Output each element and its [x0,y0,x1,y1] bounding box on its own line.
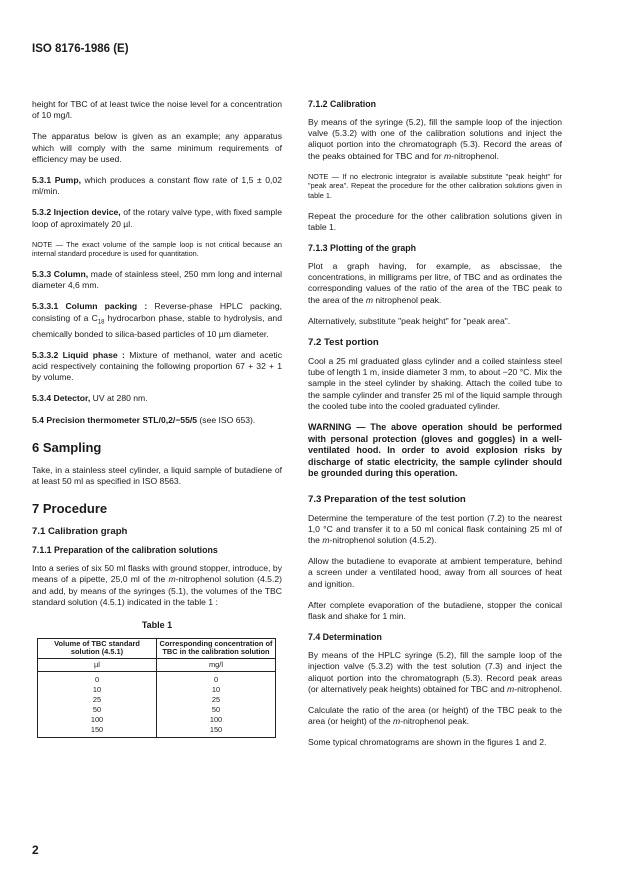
unit-cell: mg/l [157,658,276,671]
table-row [38,695,276,705]
italic-text: m [444,150,452,161]
unit-cell: µl [38,658,157,671]
italic-text: m [393,716,401,727]
table-cell: 0 [157,671,276,685]
paragraph: After complete evaporation of the butadiene, stopper the conical flask and shake for 1 min. [308,599,562,621]
text: nitrophenol peak. [372,294,442,305]
table-row [38,671,276,685]
subsection-heading-7-1-2: 7.1.2 Calibration [308,99,376,109]
table-cell: 50 [157,705,276,715]
document-header: ISO 8176-1986 (E) [32,43,129,55]
subsection-heading-7-1-3: 7.1.3 Plotting of the graph [308,243,417,253]
clause-heading: 5.3.3.1 Column packing : [32,301,148,312]
subsection-heading-7-1: 7.1 Calibration graph [32,526,128,538]
text: Into a series of six 50 ml flasks with ground stopper, introduce, by means of a pipette, 25,0 ml of the [32,563,282,585]
text: -nitrophenol solution (4.5.2) and add, by means of the syringes (5.1), the volumes of the TBC standard solution (4.5.1) indicated in the table 1 : [32,574,282,607]
paragraph [308,650,562,695]
table-row [38,725,276,738]
clause-5-3-2 [32,207,282,229]
text: -nitrophenol solution (4.5.2). [329,534,437,545]
calibration-table [37,638,276,738]
table-cell: 100 [157,715,276,725]
paragraph: The apparatus below is given as an example; any apparatus which will comply with the same minimum requirements of efficiency may be used. [32,131,282,164]
paragraph: Repeat the procedure for the other calibration solutions given in table 1. [308,210,562,232]
clause-heading: 5.3.1 Pump, [32,175,81,186]
section-heading-7: 7 Procedure [32,501,108,517]
table-row [38,715,276,725]
note: NOTE — The exact volume of the sample loop is not critical because an internal standard procedure is used for quantitation. [32,239,282,259]
table-cell: 25 [157,695,276,705]
clause-text: made of stainless steel, 250 mm long and internal diameter 4,6 mm. [32,269,283,291]
italic-text: m [322,534,330,545]
paragraph: Take, in a stainless steel cylinder, a liquid sample of butadiene of at least 50 ml as specified in ISO 8563. [32,464,282,486]
paragraph: Cool a 25 ml graduated glass cylinder and a coiled stainless steel tube of length 1 m, inside diameter 3 mm, to about −20 °C. Mix the sample in the steel cylinder by shaking. Attach the coiled tube to the sample cylinder and transfer 25 ml of the liquid sample through the cooled tube into the cooled graduated cylinder. [308,356,562,411]
clause-text: Reverse-phase HPLC packing, consisting of a C [32,301,283,323]
clause-5-3-3-2 [32,350,282,384]
table-cell: 50 [38,705,157,715]
paragraph [308,261,562,306]
clause-text: of the rotary valve type, with fixed sample loop of aproximately 20 µl. [32,207,282,229]
table-cell: 100 [38,715,157,725]
text: Plot a graph having, for example, as abscissae, the concentrations, in milligrams per litre, of TBC and as ordinates the corresponding values of the ratio of the area of the TBC peak to the area of the [308,261,562,305]
clause-text: (see ISO 653). [197,414,256,425]
subsection-heading-7-3: 7.3 Preparation of the test solution [308,493,466,505]
clause-heading: 5.3.3 Column, [32,269,89,280]
paragraph: Alternatively, substitute "peak height" for "peak area". [308,315,511,326]
table-row [38,685,276,695]
clause-text: Mixture of methanol, water and acetic acid respectively containing the following proportion 67 + 32 + 1 by volume. [32,349,282,383]
clause-heading: 5.3.3.2 Liquid phase : [32,349,125,360]
italic-text: m [168,574,176,585]
subsection-heading-7-4: 7.4 Determination [308,632,382,643]
clause-heading: 5.3.4 Detector, [32,393,91,404]
subsection-heading-7-1-1: 7.1.1 Preparation of the calibration solutions [32,545,218,556]
text: By means of the HPLC syringe (5.2), fill the sample loop of the injection valve (5.3.2) with the test solution (7.3) and inject the aliquot portion into the chromatograph (5.3). Record peak areas (or alternatively peak heights) obtained for TBC and [308,650,562,694]
page-number: 2 [32,843,39,857]
warning-paragraph: WARNING — The above operation should be performed with personal protection (gloves and goggles) in a well-ventilated hood. In order to avoid explosion risks by discharge of static electricity, the sample cylinder should be grounded during this operation. [308,422,562,479]
table-cell: 25 [38,695,157,705]
table-cell: 10 [38,685,157,695]
clause-5-3-3-1 [32,301,282,339]
clause-5-3-4 [32,393,282,404]
table-cell: 150 [157,725,276,738]
right-column [308,99,562,759]
paragraph [308,705,562,727]
clause-5-3-1 [32,175,282,197]
note: NOTE — If no electronic integrator is available substitute "peak height" for "peak area". Repeat the procedure for the other calibration solutions given in table 1. [308,171,562,200]
paragraph [32,563,282,608]
text: By means of the syringe (5.2), fill the sample loop of the injection valve (5.3.2) with one of the calibration solutions and inject the aliquot portion into the chromatograph (5.3). Record the areas of the peaks obtained for TBC and for [308,117,562,161]
table-cell: 0 [38,671,157,685]
paragraph: Some typical chromatograms are shown in the figures 1 and 2. [308,737,547,748]
clause-heading: 5.3.2 Injection device, [32,207,121,218]
clause-text: hydrocarbon phase, stable to hydrolysis, and chemically bonded to silica-based particles of 10 µm diameter. [32,312,282,339]
column-header: Corresponding concentration of TBC in the calibration solution [157,638,276,658]
subscript: 18 [97,319,105,326]
left-column [32,99,282,738]
paragraph [308,117,562,162]
text: -nitrophenol peak. [400,716,469,727]
italic-text: m [365,294,373,305]
column-header: Volume of TBC standard solution (4.5.1) [38,638,157,658]
table-caption: Table 1 [141,619,173,630]
clause-5-4 [32,415,282,426]
italic-text: m [507,683,515,694]
clause-5-3-3 [32,269,282,291]
paragraph: height for TBC of at least twice the noise level for a concentration of 10 mg/l. [32,99,282,121]
clause-text: which produces a constant flow rate of 1,5 ± 0,02 ml/min. [32,175,282,197]
section-heading-6: 6 Sampling [32,439,102,455]
subsection-heading-7-2: 7.2 Test portion [308,337,379,349]
paragraph: Allow the butadiene to evaporate at ambient temperature, behind a screen under a ventilated hood, away from all sources of heat and ignition. [308,556,562,589]
clause-heading: 5.4 Precision thermometer STL/0,2/−55/5 [32,414,198,425]
text: -nitrophenol. [451,150,499,161]
text: -nitrophenol. [514,683,562,694]
table-cell: 150 [38,725,157,738]
clause-text: UV at 280 nm. [90,393,148,404]
table-cell: 10 [157,685,276,695]
text: Calculate the ratio of the area (or height) of the TBC peak to the area (or height) of the [308,704,562,727]
table-row [38,705,276,715]
text: Determine the temperature of the test portion (7.2) to the nearest 1,0 °C and transfer it to a 50 ml conical flask containing 25 ml of the [308,512,562,545]
paragraph [308,513,562,547]
